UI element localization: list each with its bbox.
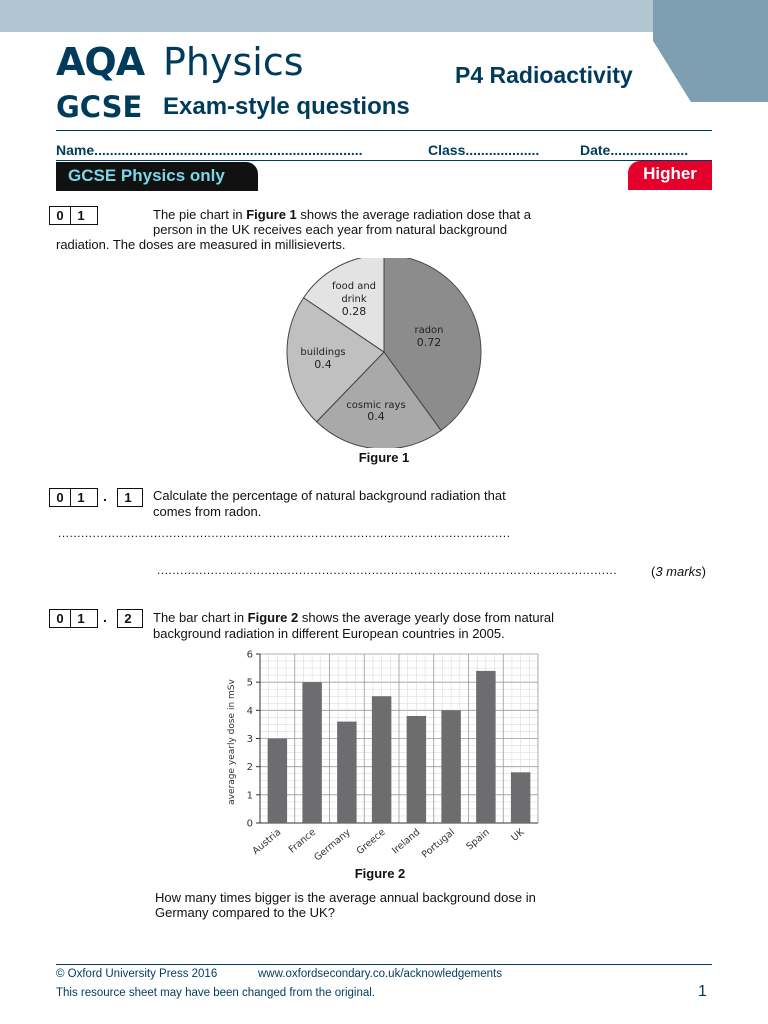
q1-intro-line3: radiation. The doses are measured in millisieverts. (56, 237, 346, 252)
q1-2-line1 (153, 610, 623, 626)
brand-aqa: AQA (56, 40, 145, 84)
x-tick-label: Germany (312, 826, 353, 864)
footer-note: This resource sheet may have been changed from the original. (56, 987, 375, 999)
x-tick-label: Spain (464, 826, 492, 853)
y-tick-label: 6 (246, 649, 253, 661)
marks-value: 3 marks (655, 564, 702, 579)
pie-value-radon: 0.72 (416, 336, 442, 349)
x-tick-label: France (286, 826, 319, 856)
tag-higher-label: Higher (643, 164, 697, 183)
question-number-box (49, 206, 98, 225)
x-tick-label: Greece (354, 826, 388, 858)
figure-2-caption: Figure 2 (354, 866, 406, 881)
q1-1-line2: comes from radon. (153, 504, 262, 519)
figure-1-caption: Figure 1 (358, 450, 410, 465)
topic-title: P4 Radioactivity (455, 62, 633, 88)
bar-ireland (407, 716, 426, 823)
header-band (0, 0, 768, 32)
bar-portugal (441, 710, 460, 823)
q1-intro-text: shows the average radiation dose that a (296, 207, 531, 222)
question-digit: 0 (56, 611, 64, 626)
question-digit: 1 (70, 489, 91, 506)
bar-yticks (247, 650, 260, 830)
tag-physics-only-label: GCSE Physics only (68, 166, 225, 185)
header-rule (56, 130, 712, 131)
pie-label-radon: radon (414, 325, 444, 336)
question-number-box (49, 609, 98, 628)
question-dot: . (103, 488, 107, 504)
question-digit: 1 (70, 610, 91, 627)
bar-spain (476, 671, 495, 823)
x-tick-label: Ireland (390, 826, 423, 857)
x-tick-label: Austria (250, 826, 284, 857)
subquestion-digit: 1 (124, 490, 132, 505)
question-digit: 0 (56, 208, 64, 223)
question-digit: 0 (56, 490, 64, 505)
bar-grid (260, 654, 538, 823)
bar-xlabels (251, 826, 528, 863)
brand-physics: Physics (163, 40, 304, 84)
page-subtitle: Exam-style questions (163, 93, 410, 120)
y-tick-label: 3 (246, 734, 253, 745)
name-field[interactable]: Name..................................................................... (56, 142, 363, 158)
q1-2-question-line2: Germany compared to the UK? (155, 905, 335, 920)
y-tick-label: 1 (246, 790, 253, 802)
pie-label-cosmic: cosmic rays (346, 400, 406, 411)
marks-label (651, 564, 706, 579)
subquestion-box (117, 609, 143, 628)
question-number-box (49, 488, 98, 507)
marks-paren: ( (651, 564, 656, 579)
bar-austria (268, 739, 287, 824)
answer-line[interactable]: ...................................................................................................................... (58, 526, 511, 540)
y-tick-label: 2 (246, 762, 253, 774)
y-tick-label: 4 (246, 705, 253, 717)
x-tick-label: UK (509, 826, 527, 844)
bar-uk (511, 772, 530, 823)
q1-intro-line2: person in the UK receives each year from natural background (153, 222, 508, 237)
tag-higher (628, 161, 712, 190)
q1-intro-text: The pie chart in (153, 207, 247, 222)
pie-value-cosmic: 0.4 (367, 410, 385, 423)
pie-value-buildings: 0.4 (314, 358, 332, 371)
question-dot: . (103, 609, 107, 625)
q1-2-line2: background radiation in different European countries in 2005. (153, 626, 505, 641)
q1-figure-ref: Figure 1 (246, 207, 297, 222)
pie-value-food: 0.28 (341, 305, 367, 318)
bar-chart (220, 644, 550, 866)
q1-2-text: The bar chart in (153, 610, 248, 625)
pie-label-buildings: buildings (300, 347, 346, 358)
footer-rule (56, 964, 712, 965)
y-tick-label: 0 (246, 818, 253, 830)
question-digit: 1 (70, 207, 91, 224)
q1-2-text: shows the average yearly dose from natural (298, 610, 555, 625)
bar-ylabel: average yearly dose in mSv (227, 679, 237, 805)
bar-greece (372, 696, 391, 823)
q1-1-line1: Calculate the percentage of natural background radiation that (153, 488, 506, 503)
footer-copyright: © Oxford University Press 2016 (56, 968, 218, 980)
class-field[interactable]: Class................... (428, 142, 540, 158)
y-tick-label: 5 (246, 677, 253, 689)
tag-physics-only (56, 162, 258, 191)
bar-france (302, 682, 321, 823)
q1-intro-line1 (153, 207, 593, 223)
name-rule (56, 160, 712, 161)
q1-2-question-line1: How many times bigger is the average annual background dose in (155, 890, 536, 905)
bar-germany (337, 722, 356, 823)
date-field[interactable]: Date.................... (580, 142, 689, 158)
pie-label-food: food and (331, 281, 377, 292)
subquestion-digit: 2 (124, 611, 132, 626)
header-corner-shape (653, 0, 768, 102)
brand-gcse: GCSE (56, 90, 143, 124)
pie-chart (283, 258, 483, 448)
pie-label-food-2: drink (341, 294, 367, 305)
footer-url[interactable]: www.oxfordsecondary.co.uk/acknowledgements (258, 968, 502, 980)
answer-line[interactable]: ........................................................................................................................ (157, 563, 618, 577)
subquestion-box (117, 488, 143, 507)
page-number: 1 (698, 983, 707, 1000)
x-tick-label: Portugal (419, 826, 458, 861)
marks-paren: ) (701, 564, 706, 579)
q1-2-figure-ref: Figure 2 (247, 610, 299, 625)
